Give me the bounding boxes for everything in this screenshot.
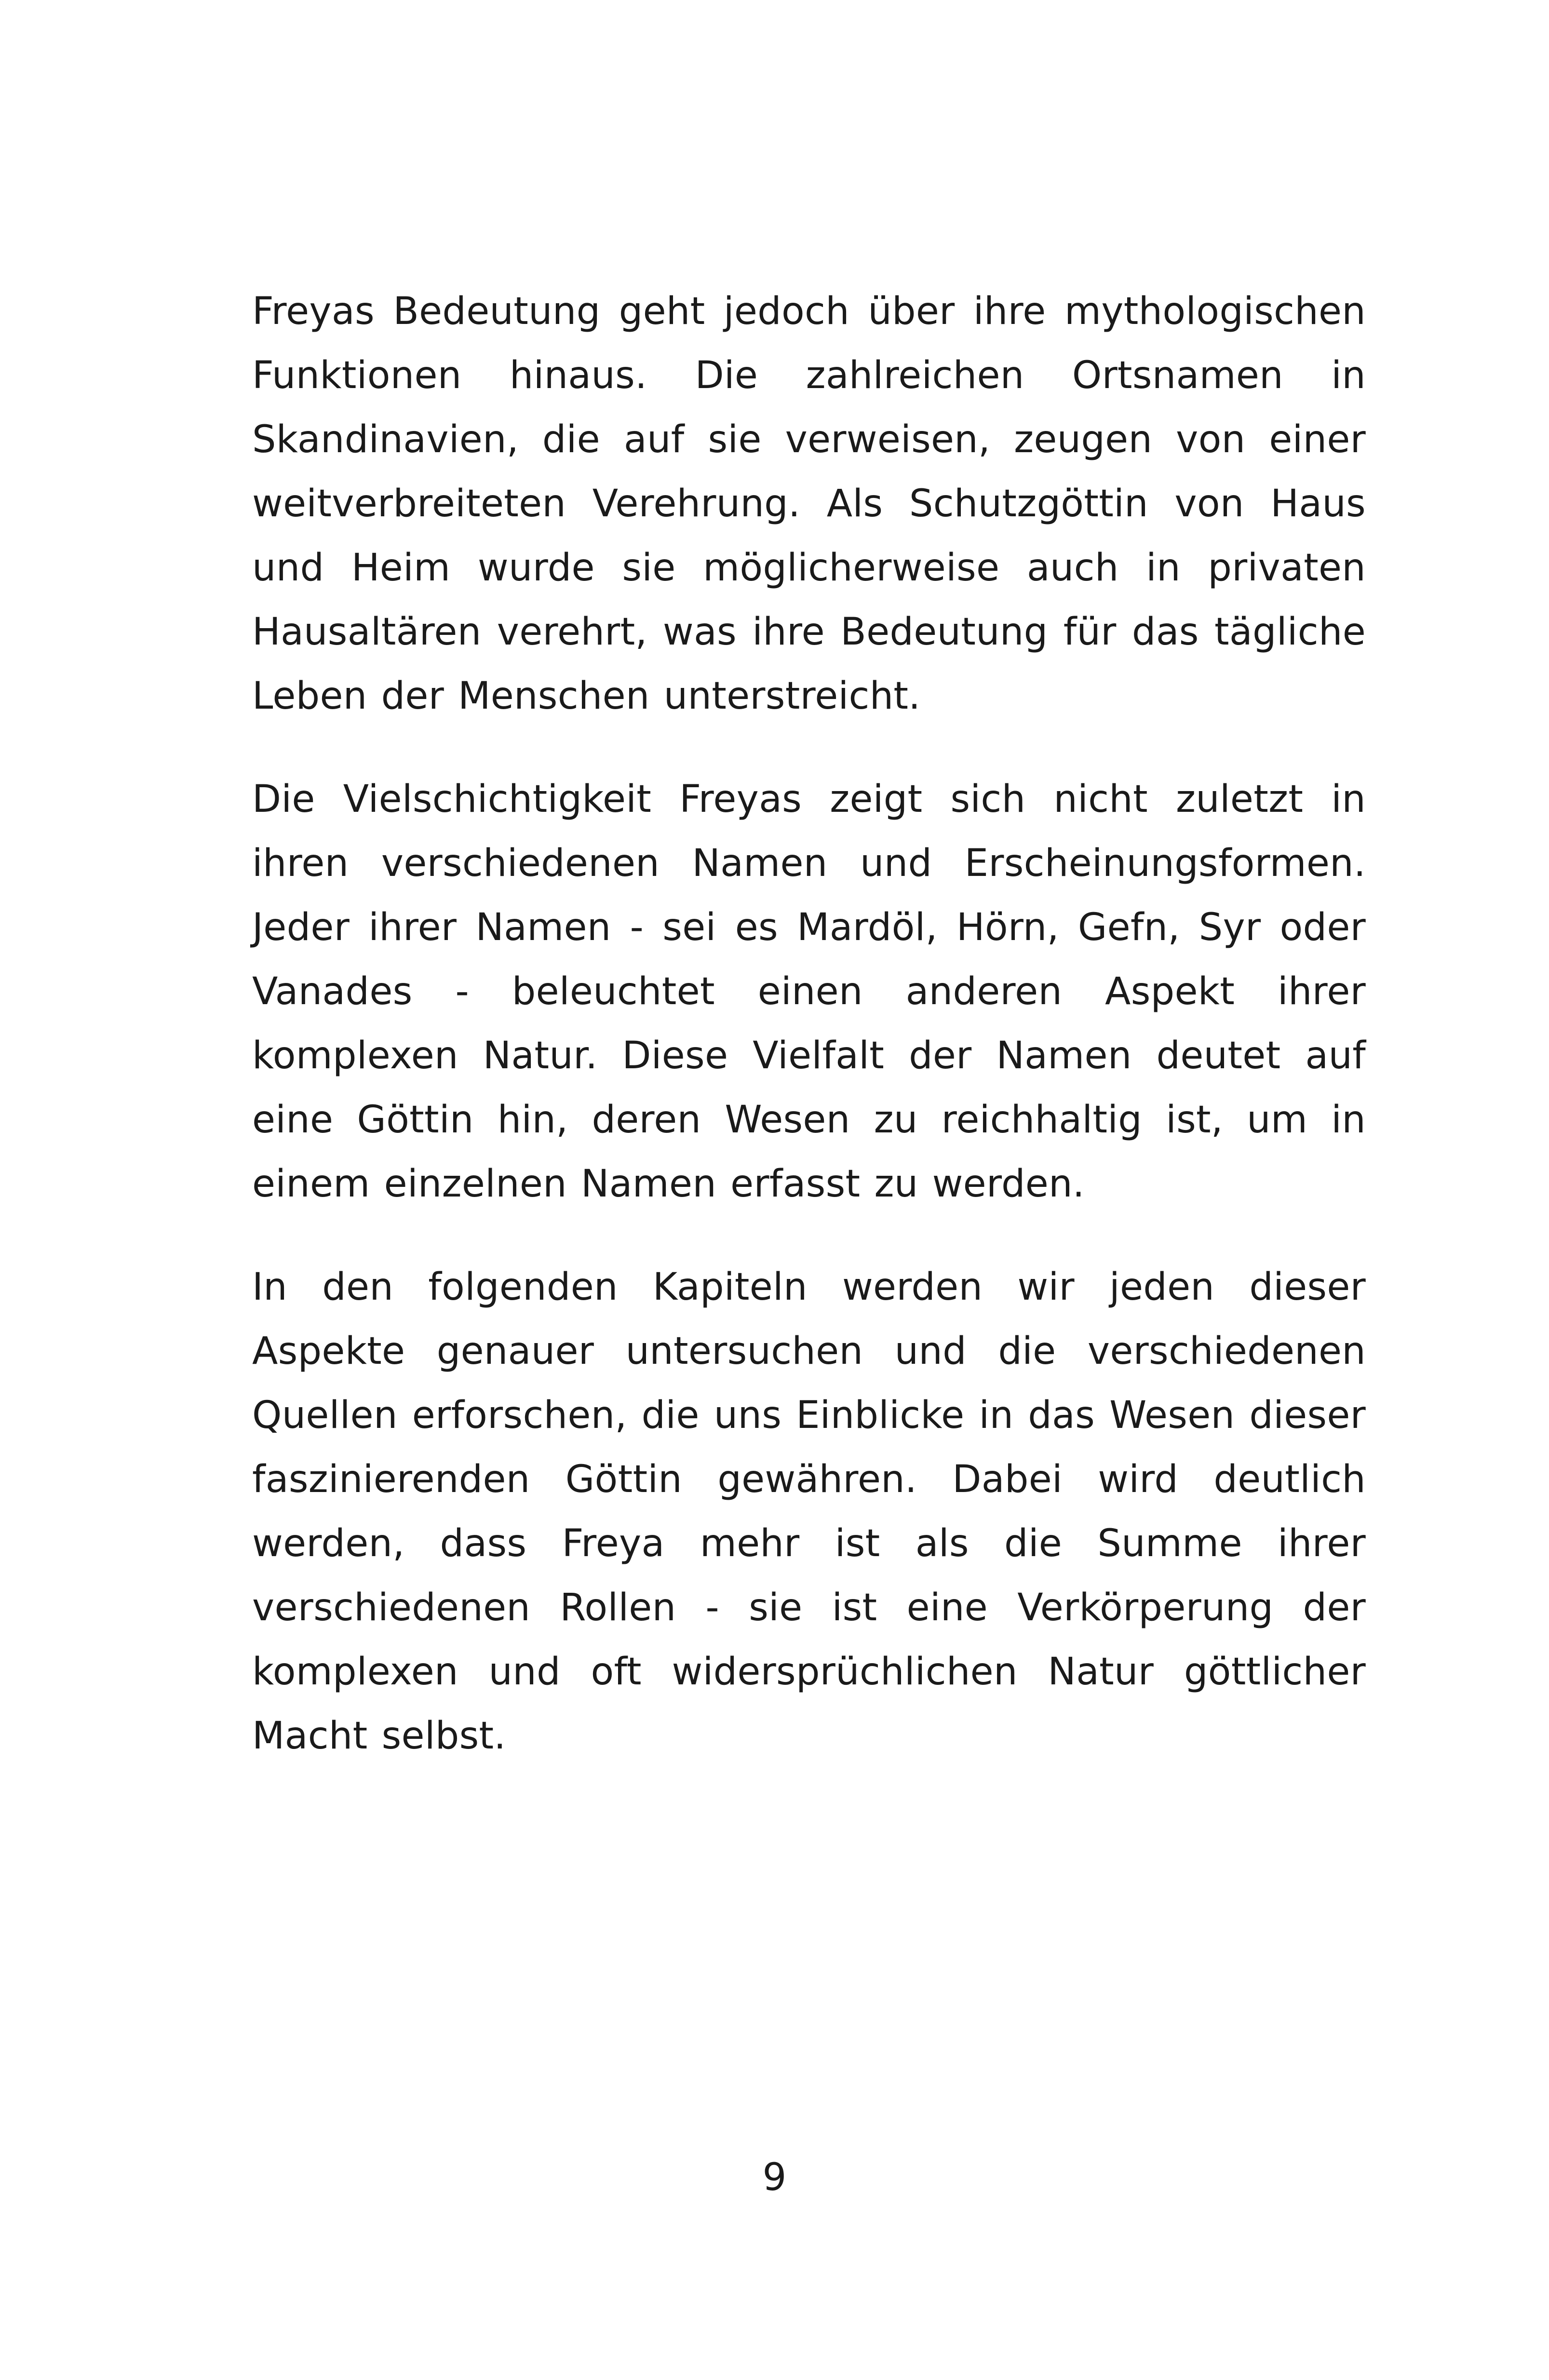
paragraph-1: Freyas Bedeutung geht jedoch über ihre mythologischen Funktionen hinaus. Die zahlreichen Ortsnamen in Skandinavien, die auf sie verweisen, zeugen von einer weitverbreiteten Verehrung. Als Schutzgöttin von Haus und Heim wurde sie möglicherweise auch in privaten Hausaltären verehrt, was ihre Bedeutung für das tägliche Leben der Menschen unterstreicht.: [252, 290, 1366, 718]
paragraph-2: Die Vielschichtigkeit Freyas zeigt sich nicht zuletzt in ihren verschiedenen Namen und Erscheinungsformen. Jeder ihrer Namen - sei es Mardöl, Hörn, Gefn, Syr oder Vanades - beleuchtet einen anderen Aspekt ihrer komplexen Natur. Diese Vielfalt der Namen deutet auf eine Göttin hin, deren Wesen zu reichhaltig ist, um in einem einzelnen Namen erfasst zu werden.: [252, 778, 1366, 1206]
body-text: [252, 280, 1366, 1807]
page-number: 9: [762, 2156, 787, 2199]
paragraph-3: In den folgenden Kapiteln werden wir jeden dieser Aspekte genauer untersuchen und die verschiedenen Quellen erforschen, die uns Einblicke in das Wesen dieser faszinierenden Göttin gewähren. Dabei wird deutlich werden, dass Freya mehr ist als die Summe ihrer verschiedenen Rollen - sie ist eine Verkörperung der komplexen und oft widersprüchlichen Natur göttlicher Macht selbst.: [252, 1265, 1366, 1758]
